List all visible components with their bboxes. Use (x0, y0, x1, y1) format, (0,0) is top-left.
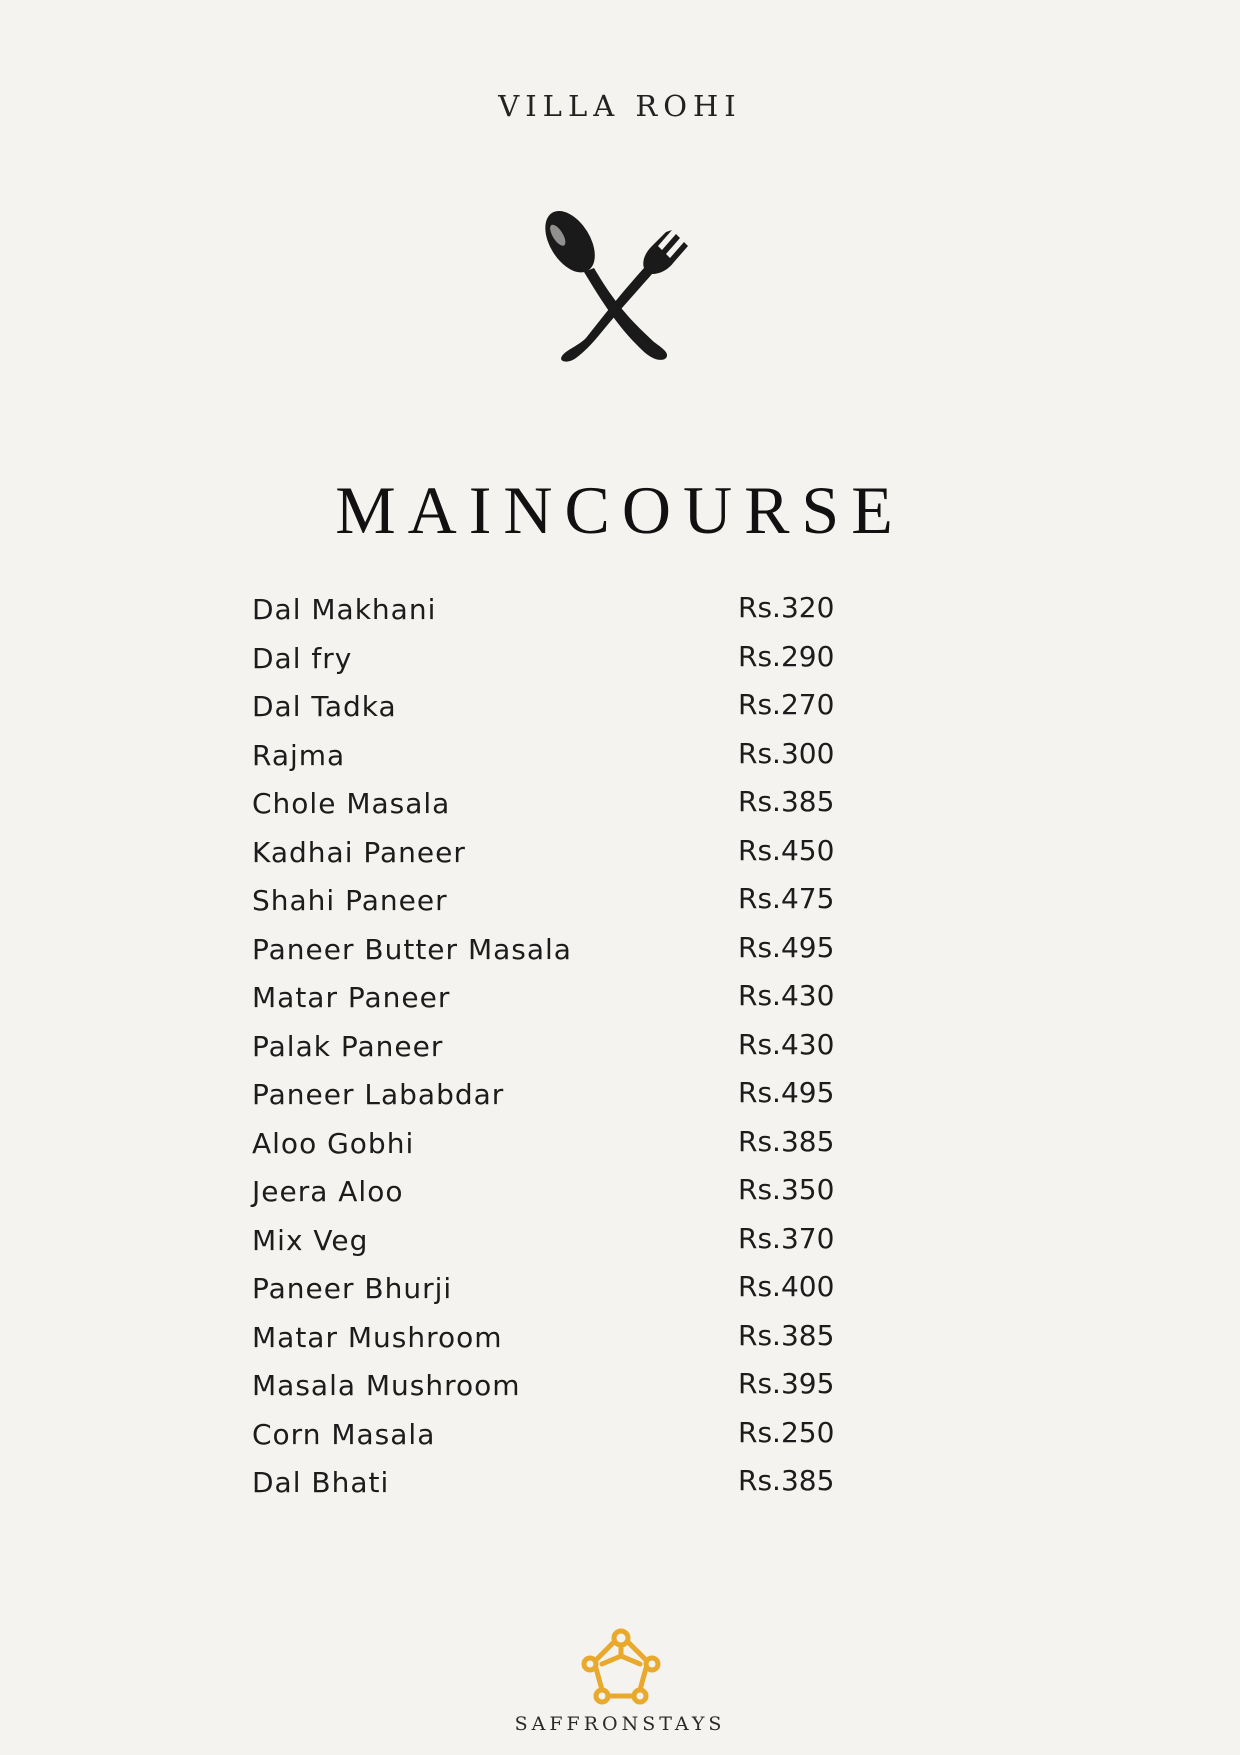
dish-name: Corn Masala (252, 1417, 436, 1451)
dish-price: Rs.385 (738, 1318, 835, 1352)
saffronstays-logo-icon (578, 1626, 664, 1708)
dish-name: Rajma (252, 738, 346, 772)
dish-price: Rs.370 (738, 1221, 835, 1255)
dish-name: Paneer Bhurji (252, 1272, 453, 1305)
dish-price: Rs.320 (738, 591, 835, 624)
cutlery-icon (544, 210, 704, 375)
dish-price: Rs.495 (738, 1076, 835, 1109)
menu-item (252, 1172, 872, 1221)
dish-name: Paneer Butter Masala (252, 932, 572, 966)
dish-price: Rs.270 (738, 688, 835, 721)
menu-item (252, 1463, 872, 1512)
dish-name: Masala Mushroom (252, 1369, 521, 1402)
dish-price: Rs.495 (738, 930, 835, 964)
menu-item (252, 1269, 872, 1318)
menu-item (252, 881, 872, 930)
dish-name: Palak Paneer (252, 1029, 444, 1063)
section-title: MAINCOURSE (335, 472, 905, 548)
menu-item (252, 1027, 872, 1076)
menu-item (252, 736, 872, 785)
dish-price: Rs.395 (738, 1367, 835, 1400)
menu-item (252, 590, 872, 639)
dish-name: Dal fry (252, 641, 353, 675)
dish-price: Rs.450 (738, 833, 835, 867)
menu-item (252, 833, 872, 882)
dish-name: Matar Paneer (252, 981, 451, 1014)
brand-name: SAFFRONSTAYS (514, 1713, 726, 1735)
menu-item (252, 784, 872, 833)
dish-name: Jeera Aloo (252, 1175, 404, 1208)
dish-name: Mix Veg (252, 1223, 369, 1257)
venue-name: VILLA ROHI (498, 89, 742, 123)
dish-price: Rs.350 (738, 1173, 835, 1206)
menu-list (252, 590, 872, 1512)
menu-item (252, 687, 872, 736)
dish-name: Dal Bhati (252, 1466, 390, 1499)
menu-item (252, 1124, 872, 1173)
menu-item (252, 930, 872, 979)
dish-price: Rs.300 (738, 736, 835, 770)
menu-item (252, 1318, 872, 1367)
dish-price: Rs.475 (738, 882, 835, 915)
dish-price: Rs.385 (738, 1464, 835, 1497)
dish-price: Rs.385 (738, 1124, 835, 1158)
menu-item (252, 978, 872, 1027)
dish-name: Dal Makhani (252, 593, 437, 626)
menu-item (252, 639, 872, 688)
menu-item (252, 1415, 872, 1464)
menu-item (252, 1221, 872, 1270)
dish-name: Paneer Lababdar (252, 1078, 505, 1111)
dish-price: Rs.250 (738, 1415, 835, 1449)
dish-price: Rs.385 (738, 785, 835, 818)
menu-item (252, 1366, 872, 1415)
dish-name: Shahi Paneer (252, 884, 448, 917)
dish-price: Rs.430 (738, 979, 835, 1012)
dish-name: Kadhai Paneer (252, 835, 466, 869)
dish-name: Chole Masala (252, 787, 451, 820)
menu-item (252, 1075, 872, 1124)
dish-price: Rs.290 (738, 639, 835, 673)
dish-name: Dal Tadka (252, 690, 397, 723)
dish-price: Rs.400 (738, 1270, 835, 1303)
dish-price: Rs.430 (738, 1027, 835, 1061)
dish-name: Matar Mushroom (252, 1320, 503, 1354)
dish-name: Aloo Gobhi (252, 1126, 415, 1160)
